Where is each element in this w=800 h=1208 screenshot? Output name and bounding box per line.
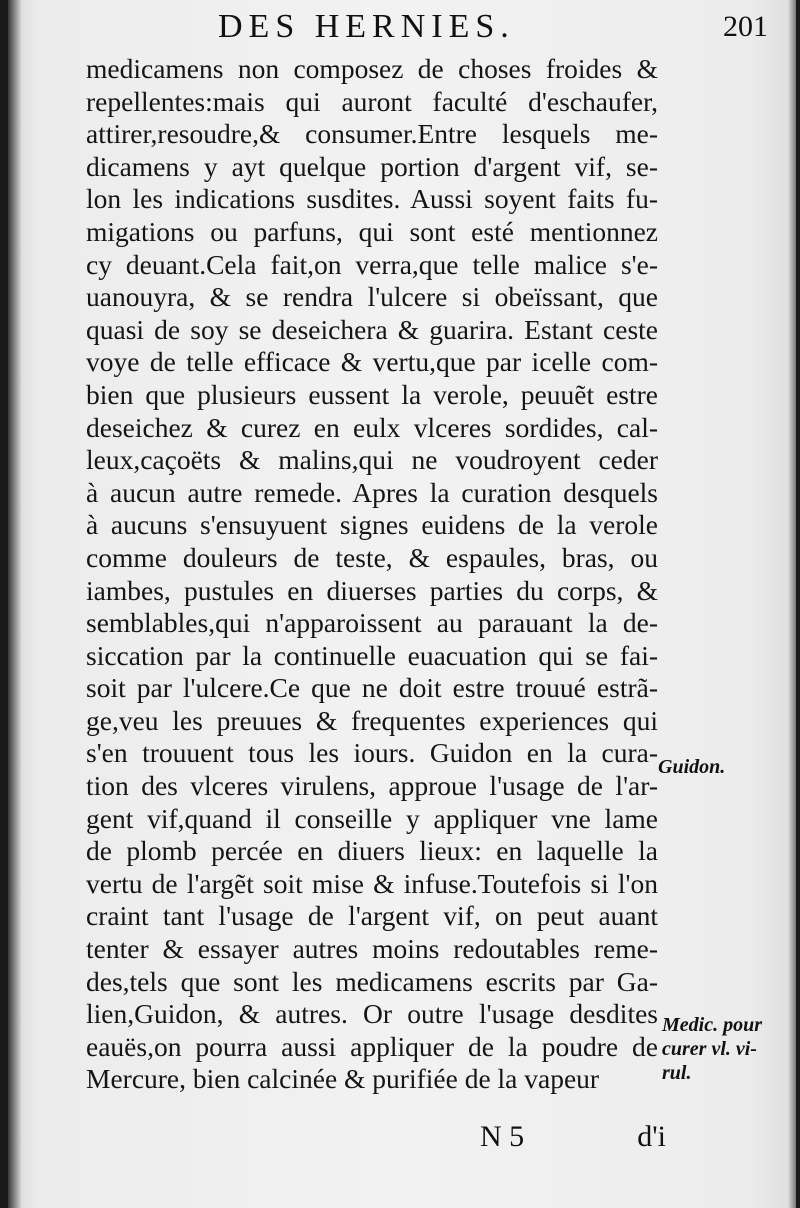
- text-line: migations ou parfuns, qui sont esté mentionnez: [86, 215, 658, 247]
- signature-mark: N 5: [480, 1120, 525, 1153]
- text-line: vertu de l'argẽt soit mise & infuse.Toutefois si l'on: [86, 867, 658, 899]
- text-line: iambes, pustules en diuerses parties du corps, &: [86, 574, 658, 606]
- margin-note-line: curer vl. vi-: [662, 1038, 757, 1060]
- text-line: lon les indications susdites. Aussi soyent faits fu-: [86, 183, 658, 215]
- text-line: semblables,qui n'apparoissent au parauant la de-: [86, 607, 658, 639]
- margin-note-line: Medic. pour: [662, 1014, 762, 1036]
- text-line: tion des vlceres virulens, approue l'usage de l'ar-: [86, 770, 658, 802]
- text-line: bien que plusieurs eussent la verole, peuuẽt estre: [86, 378, 658, 410]
- text-line: repellentes:mais qui auront faculté d'eschaufer,: [86, 85, 658, 117]
- body-text: [86, 53, 658, 1096]
- page-number: 201: [723, 10, 768, 43]
- text-line: craint tant l'usage de l'argent vif, on peut auant: [86, 900, 658, 932]
- text-line: tenter & essayer autres moins redoutables reme-: [86, 933, 658, 965]
- text-line: cy deuant.Cela fait,on verra,que telle malice s'e-: [86, 248, 658, 280]
- text-line: voye de telle efficace & vertu,que par icelle com-: [86, 346, 658, 378]
- text-line: uanouyra, & se rendra l'ulcere si obeïssant, que: [86, 281, 658, 313]
- binding-shadow: [8, 0, 22, 1208]
- text-line: ge,veu les preuues & frequentes experiences qui: [86, 704, 658, 736]
- page-header: [218, 8, 778, 48]
- text-line: deseichez & curez en eulx vlceres sordides, cal-: [86, 411, 658, 443]
- text-line: attirer,resoudre,& consumer.Entre lesquels me-: [86, 118, 658, 150]
- running-title: DES HERNIES.: [218, 8, 515, 45]
- text-line: siccation par la continuelle euacuation qui se fai-: [86, 639, 658, 671]
- margin-note-line: rul.: [662, 1062, 692, 1084]
- text-line: à aucun autre remede. Apres la curation desquels: [86, 476, 658, 508]
- text-line: lien,Guidon, & autres. Or outre l'usage desdites: [86, 998, 658, 1030]
- text-line: à aucuns s'ensuyuent signes euidens de la verole: [86, 509, 658, 541]
- text-line: eauës,on pourra aussi appliquer de la poudre de: [86, 1030, 658, 1062]
- text-line: gent vif,quand il conseille y appliquer vne lame: [86, 802, 658, 834]
- margin-note-medic: [662, 1013, 792, 1085]
- text-line: quasi de soy se deseichera & guarira. Estant ceste: [86, 313, 658, 345]
- text-line: dicamens y ayt quelque portion d'argent vif, se-: [86, 150, 658, 182]
- text-line: medicamens non composez de choses froides &: [86, 53, 658, 84]
- text-line: des,tels que sont les medicamens escrits par Ga-: [86, 965, 658, 997]
- text-line: de plomb percée en diuers lieux: en laquelle la: [86, 835, 658, 867]
- text-line: s'en trouuent tous les iours. Guidon en la cura-: [86, 737, 658, 769]
- margin-note-guidon: Guidon.: [658, 756, 726, 778]
- text-line: comme douleurs de teste, & espaules, bras, ou: [86, 541, 658, 573]
- text-line: soit par l'ulcere.Ce que ne doit estre trouué estrã-: [86, 672, 658, 704]
- page-footer: [86, 1120, 666, 1160]
- text-line: leux,caçoëts & malins,qui ne voudroyent ceder: [86, 444, 658, 476]
- book-page: [8, 0, 796, 1208]
- text-line: Mercure, bien calcinée & purifiée de la vapeur: [86, 1063, 600, 1095]
- catchword: d'i: [637, 1120, 666, 1153]
